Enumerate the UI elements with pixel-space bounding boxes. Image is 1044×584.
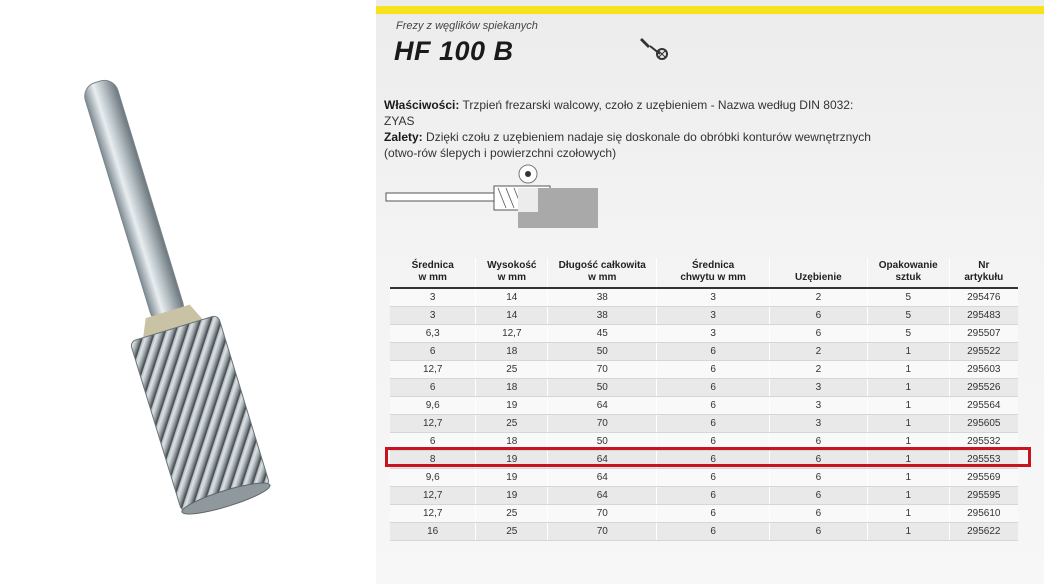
- cell-shank-diameter: 3: [657, 288, 770, 307]
- properties-text: Trzpień frezarski walcowy, czoło z uzębieniem - Nazwa według DIN 8032: ZYAS: [384, 98, 854, 128]
- cell-shank-diameter: 6: [657, 397, 770, 415]
- cell-total-length: 50: [548, 343, 657, 361]
- table-row: [390, 415, 1018, 433]
- cell-height: 19: [476, 487, 548, 505]
- advantages-label: Zalety:: [384, 130, 423, 144]
- cell-height: 19: [476, 397, 548, 415]
- cell-diameter: 12,7: [390, 487, 476, 505]
- table-row: [390, 523, 1018, 541]
- cell-article-number: 295532: [949, 433, 1018, 451]
- cell-height: 25: [476, 523, 548, 541]
- cell-diameter: 12,7: [390, 505, 476, 523]
- cell-teeth: 2: [769, 361, 867, 379]
- cell-article-number: 295507: [949, 325, 1018, 343]
- column-header-shank-diameter: [657, 258, 770, 288]
- table-row: [390, 343, 1018, 361]
- cell-package: 1: [867, 397, 949, 415]
- table-row: [390, 379, 1018, 397]
- column-header-line: Opakowanie: [878, 260, 938, 271]
- column-header-line: Nr: [978, 260, 990, 271]
- catalog-subtitle: Frezy z węglików spiekanych: [396, 20, 538, 32]
- cell-shank-diameter: 6: [657, 469, 770, 487]
- cell-package: 5: [867, 325, 949, 343]
- cell-teeth: 6: [769, 523, 867, 541]
- cell-article-number: 295553: [949, 451, 1018, 469]
- cell-package: 1: [867, 523, 949, 541]
- properties-label: Właściwości:: [384, 98, 460, 112]
- table-row: [390, 451, 1018, 469]
- cell-shank-diameter: 6: [657, 523, 770, 541]
- cell-diameter: 12,7: [390, 361, 476, 379]
- cell-diameter: 12,7: [390, 415, 476, 433]
- column-header-article-number: [949, 258, 1018, 288]
- cell-article-number: 295622: [949, 523, 1018, 541]
- table-row: [390, 325, 1018, 343]
- column-header-total-length: [548, 258, 657, 288]
- column-header-line: w mm: [497, 272, 526, 283]
- cell-total-length: 64: [548, 487, 657, 505]
- cell-package: 1: [867, 469, 949, 487]
- cell-diameter: 3: [390, 307, 476, 325]
- cell-teeth: 6: [769, 325, 867, 343]
- cell-total-length: 70: [548, 523, 657, 541]
- cell-article-number: 295522: [949, 343, 1018, 361]
- cell-total-length: 70: [548, 415, 657, 433]
- column-header-line: w mm: [588, 272, 617, 283]
- product-photo-carbide-burr: [0, 60, 340, 530]
- cell-article-number: 295605: [949, 415, 1018, 433]
- cell-article-number: 295483: [949, 307, 1018, 325]
- cell-diameter: 9,6: [390, 469, 476, 487]
- table-body: [390, 288, 1018, 541]
- cell-teeth: 6: [769, 487, 867, 505]
- cell-height: 25: [476, 415, 548, 433]
- table-row: [390, 288, 1018, 307]
- cell-height: 19: [476, 451, 548, 469]
- cell-shank-diameter: 6: [657, 505, 770, 523]
- cell-package: 1: [867, 487, 949, 505]
- column-header-line: Wysokość: [487, 260, 537, 271]
- cell-total-length: 38: [548, 288, 657, 307]
- cell-article-number: 295526: [949, 379, 1018, 397]
- advantages-line: [384, 129, 884, 161]
- cell-teeth: 3: [769, 379, 867, 397]
- cell-package: 1: [867, 415, 949, 433]
- cell-height: 25: [476, 361, 548, 379]
- cell-total-length: 64: [548, 451, 657, 469]
- table-row: [390, 307, 1018, 325]
- cell-teeth: 2: [769, 288, 867, 307]
- column-header-line: Uzębienie: [795, 272, 842, 283]
- cell-height: 19: [476, 469, 548, 487]
- header-accent-bar: [376, 6, 1044, 14]
- cell-shank-diameter: 6: [657, 379, 770, 397]
- cell-article-number: 295603: [949, 361, 1018, 379]
- cell-package: 5: [867, 307, 949, 325]
- column-header-line: Długość całkowita: [558, 260, 646, 271]
- table-header-row: [390, 258, 1018, 288]
- drill-tool-icon: [638, 34, 674, 62]
- cell-shank-diameter: 6: [657, 343, 770, 361]
- article-table: [390, 258, 1018, 541]
- cell-total-length: 70: [548, 505, 657, 523]
- table-row: [390, 505, 1018, 523]
- cell-height: 14: [476, 307, 548, 325]
- cell-height: 12,7: [476, 325, 548, 343]
- column-header-teeth: [769, 258, 867, 288]
- product-title: HF 100 B: [394, 36, 514, 66]
- cell-height: 14: [476, 288, 548, 307]
- cell-shank-diameter: 3: [657, 325, 770, 343]
- column-header-line: sztuk: [895, 272, 922, 283]
- cell-package: 5: [867, 288, 949, 307]
- table-row: [390, 361, 1018, 379]
- column-header-diameter: [390, 258, 476, 288]
- cell-shank-diameter: 6: [657, 361, 770, 379]
- burr-profile-diagram: [384, 160, 604, 230]
- cell-total-length: 64: [548, 397, 657, 415]
- cell-total-length: 50: [548, 379, 657, 397]
- cell-teeth: 6: [769, 469, 867, 487]
- column-header-line: Średnica: [691, 260, 735, 271]
- cell-height: 18: [476, 343, 548, 361]
- cell-diameter: 6: [390, 433, 476, 451]
- column-header-line: chwytu w mm: [680, 272, 746, 283]
- cell-teeth: 3: [769, 415, 867, 433]
- cell-teeth: 3: [769, 397, 867, 415]
- properties-line: [384, 97, 884, 129]
- table-row: [390, 469, 1018, 487]
- cell-package: 1: [867, 343, 949, 361]
- cell-total-length: 50: [548, 433, 657, 451]
- cell-article-number: 295569: [949, 469, 1018, 487]
- cell-diameter: 3: [390, 288, 476, 307]
- cell-total-length: 64: [548, 469, 657, 487]
- advantages-text: Dzięki czołu z uzębieniem nadaje się doskonale do obróbki konturów wewnętrznych (otwo-rów ślepych i powierzchni czołowych): [384, 130, 871, 160]
- column-header-height: [476, 258, 548, 288]
- cell-diameter: 8: [390, 451, 476, 469]
- cell-diameter: 16: [390, 523, 476, 541]
- cell-article-number: 295595: [949, 487, 1018, 505]
- cell-article-number: 295476: [949, 288, 1018, 307]
- cell-package: 1: [867, 451, 949, 469]
- cell-shank-diameter: 6: [657, 415, 770, 433]
- cell-diameter: 6: [390, 343, 476, 361]
- cell-total-length: 38: [548, 307, 657, 325]
- cell-shank-diameter: 6: [657, 433, 770, 451]
- cell-teeth: 6: [769, 451, 867, 469]
- cell-package: 1: [867, 505, 949, 523]
- cell-teeth: 6: [769, 505, 867, 523]
- product-properties: [384, 97, 884, 161]
- table-row: [390, 397, 1018, 415]
- cell-shank-diameter: 6: [657, 487, 770, 505]
- column-header-line: artykułu: [964, 272, 1004, 283]
- cell-diameter: 6: [390, 379, 476, 397]
- cell-height: 18: [476, 379, 548, 397]
- cell-teeth: 2: [769, 343, 867, 361]
- table-row: [390, 433, 1018, 451]
- cell-package: 1: [867, 361, 949, 379]
- cell-article-number: 295564: [949, 397, 1018, 415]
- cell-shank-diameter: 3: [657, 307, 770, 325]
- cell-package: 1: [867, 379, 949, 397]
- cell-diameter: 9,6: [390, 397, 476, 415]
- cell-diameter: 6,3: [390, 325, 476, 343]
- cell-article-number: 295610: [949, 505, 1018, 523]
- cell-package: 1: [867, 433, 949, 451]
- column-header-package: [867, 258, 949, 288]
- cell-height: 25: [476, 505, 548, 523]
- table-row: [390, 487, 1018, 505]
- column-header-line: w mm: [418, 272, 447, 283]
- cell-total-length: 45: [548, 325, 657, 343]
- cell-teeth: 6: [769, 433, 867, 451]
- cell-teeth: 6: [769, 307, 867, 325]
- cell-shank-diameter: 6: [657, 451, 770, 469]
- column-header-line: Średnica: [411, 260, 454, 271]
- cell-total-length: 70: [548, 361, 657, 379]
- cell-height: 18: [476, 433, 548, 451]
